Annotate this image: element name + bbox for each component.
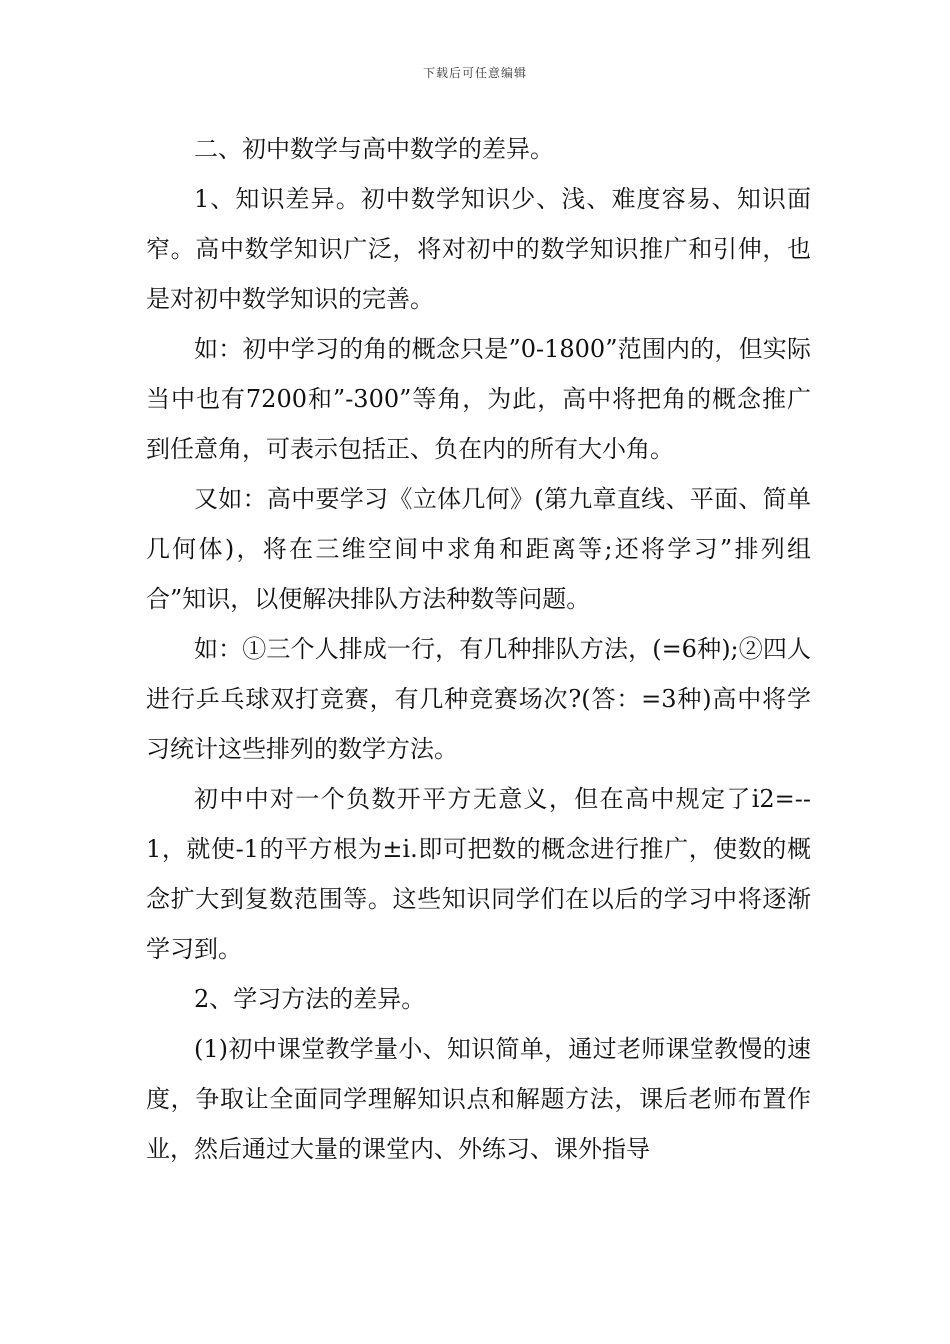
page-header: 下载后可任意编辑: [422, 66, 527, 80]
paragraph-classroom-teaching: (1)初中课堂教学量小、知识简单，通过老师课堂教慢的速度，争取让全面同学理解知识点和解题方法，课后老师布置作业，然后通过大量的课堂内、外练习、课外指导: [146, 1035, 811, 1163]
paragraph-knowledge-difference: 1、知识差异。初中数学知识少、浅、难度容易、知识面窄。高中数学知识广泛，将对初中的数学知识推广和引伸，也是对初中数学知识的完善。: [146, 185, 811, 313]
subsection-heading: 2、学习方法的差异。: [194, 985, 426, 1013]
paragraph-permutation-example: 如：①三个人排成一行，有几种排队方法，(=6种);②四人进行乒乓球双打竞赛，有几种竞赛场次?(答：=3种)高中将学习统计这些排列的数学方法。: [146, 635, 811, 763]
paragraph-complex-numbers: 初中中对一个负数开平方无意义，但在高中规定了i2=--1，就使-1的平方根为±i.即可把数的概念进行推广，使数的概念扩大到复数范围等。这些知识同学们在以后的学习中将逐渐学习到。: [146, 785, 811, 963]
document-body: [146, 124, 811, 1174]
section-heading: 二、初中数学与高中数学的差异。: [194, 135, 554, 163]
paragraph-angle-example: 如：初中学习的角的概念只是”0-1800”范围内的，但实际当中也有7200和”-300”等角，为此，高中将把角的概念推广到任意角，可表示包括正、负在内的所有大小角。: [146, 335, 811, 463]
paragraph-geometry-example: 又如：高中要学习《立体几何》(第九章直线、平面、简单几何体)，将在三维空间中求角和距离等;还将学习”排列组合”知识，以便解决排队方法种数等问题。: [146, 485, 811, 613]
